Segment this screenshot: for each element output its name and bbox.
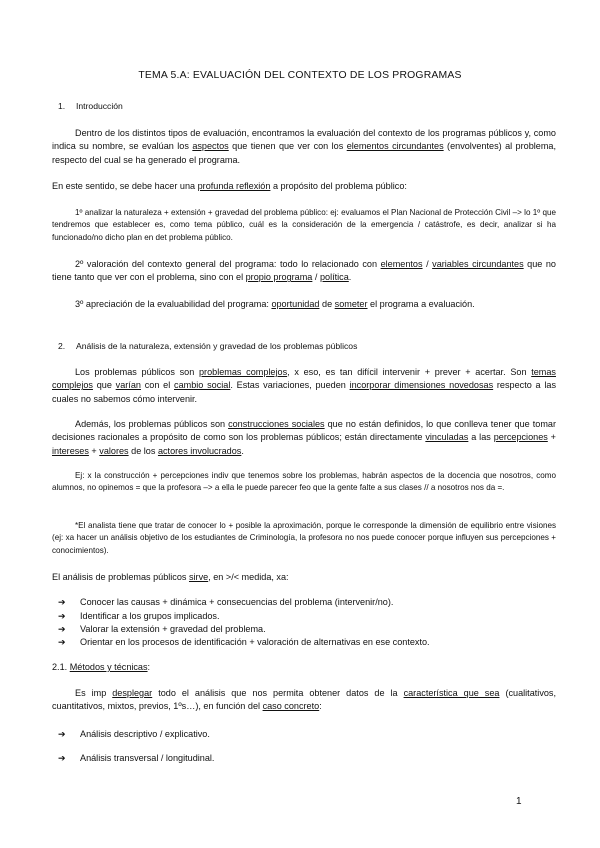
text: . Estas variaciones, pueden xyxy=(230,380,350,391)
underlined-text: profunda reflexión xyxy=(197,181,271,191)
arrow-icon: ➔ xyxy=(58,637,66,647)
text: . xyxy=(348,272,352,283)
text: / xyxy=(312,272,320,283)
arrow-icon: ➔ xyxy=(58,729,66,739)
list-item-text: Conocer las causas + dinámica + consecuencias del problema (intervenir/no). xyxy=(80,597,394,607)
text: 3º apreciación de la evaluabilidad del programa: xyxy=(75,299,272,309)
underlined-text: valores xyxy=(99,445,129,456)
underlined-text: percepciones xyxy=(493,432,548,443)
section-heading-2 xyxy=(52,341,556,351)
text: que no están definidos, lo que conlleva tener que tomar decisiones racionales a propósito de como son los problemas públicos; están directamente xyxy=(52,419,556,443)
list-item xyxy=(58,623,266,636)
text: a las xyxy=(468,432,494,443)
subsection-heading xyxy=(52,661,556,674)
text: Dentro de los distintos tipos de evaluación, encontramos la evaluación del contexto de los programas públicos y, como indica su nombre, se evalúan los xyxy=(52,128,556,152)
underlined-text: sirve xyxy=(188,572,209,582)
section-title: Introducción xyxy=(76,101,123,111)
text: (envolventes) al problema, respecto del cual se ha generado el programa. xyxy=(52,141,556,165)
underlined-text: actores involucrados xyxy=(157,445,242,456)
underlined-text: propio programa xyxy=(245,272,313,283)
text: Además, los problemas públicos son xyxy=(75,419,229,429)
text: con el xyxy=(140,380,175,391)
paragraph: Ej: x la construcción + percepciones indiv que tenemos sobre los problemas, habrán aspectos de la docencia que nosotros, como alumnos, no opinemos = que la profesora –> a ella le puede parecer feo que la gente falte a sus clases // a nosotros nos da =. xyxy=(52,471,556,493)
list-item xyxy=(58,728,210,741)
text: , en >/< medida, xa: xyxy=(208,572,289,582)
arrow-icon: ➔ xyxy=(58,753,66,763)
text: El análisis de problemas públicos xyxy=(52,572,189,582)
text: de los xyxy=(128,445,158,456)
paragraph xyxy=(52,418,556,458)
arrow-icon: ➔ xyxy=(58,597,66,607)
text: que tienen que ver con los xyxy=(228,141,347,152)
paragraph xyxy=(52,127,556,167)
underlined-text: temas complejos xyxy=(52,367,556,391)
section-title: Métodos y técnicas xyxy=(69,662,148,672)
text: . xyxy=(241,445,244,456)
underlined-text: elementos xyxy=(380,259,423,269)
paragraph xyxy=(52,180,556,193)
list-item-text: Valorar la extensión + gravedad del problema. xyxy=(80,624,266,634)
text: : xyxy=(319,701,322,712)
underlined-text: aspectos xyxy=(192,141,229,152)
section-number: 1. xyxy=(58,101,66,111)
underlined-text: construcciones sociales xyxy=(228,419,325,429)
list-item xyxy=(58,596,393,609)
paragraph xyxy=(52,687,556,714)
text: de xyxy=(319,299,335,309)
text: : xyxy=(147,662,151,672)
list-item-text: Orientar en los procesos de identificación + valoración de alternativas en ese contexto. xyxy=(80,637,430,647)
underlined-text: intereses xyxy=(52,445,89,456)
text: (cualitativos, cuantitativos, mixtos, previos, 1ºs…), en función del xyxy=(52,688,556,712)
section-title: Análisis de la naturaleza, extensión y gravedad de los problemas públicos xyxy=(76,341,358,351)
underlined-text: desplegar xyxy=(112,688,153,698)
list-item-text: Análisis transversal / longitudinal. xyxy=(80,753,215,763)
text: , x eso, es tan difícil intervenir + prever + acertar. Son xyxy=(287,367,532,377)
underlined-text: cambio social xyxy=(174,380,231,391)
underlined-text: incorporar dimensiones novedosas xyxy=(349,380,494,391)
text: 2º valoración del contexto general del programa: todo lo relacionado con xyxy=(75,259,381,269)
arrow-icon: ➔ xyxy=(58,624,66,634)
underlined-text: caso concreto xyxy=(262,701,320,712)
paragraph xyxy=(52,298,556,311)
underlined-text: varían xyxy=(115,380,141,391)
underlined-text: someter xyxy=(334,299,368,309)
underlined-text: política xyxy=(319,272,349,283)
section-number: 2. xyxy=(58,341,66,351)
underlined-text: elementos circundantes xyxy=(346,141,444,152)
paragraph: 1º analizar la naturaleza + extensión + gravedad del problema público: ej: evaluamos el Plan Nacional de Protección Civil –> lo 1º que tendremos que establecer es, como tema público, cuál es la consideración de la emergencia / catástrofe, es decir, analizar si ha funcionado/no dicho plan en det problema público. xyxy=(52,208,556,242)
section-heading-1 xyxy=(52,101,556,111)
document-title: TEMA 5.A: EVALUACIÓN DEL CONTEXTO DE LOS PROGRAMAS xyxy=(138,70,462,81)
arrow-icon: ➔ xyxy=(58,611,66,621)
text: Es imp xyxy=(75,688,113,698)
paragraph xyxy=(52,366,556,406)
text: todo el análisis que nos permita obtener datos de la xyxy=(152,688,404,698)
section-number: 2.1. xyxy=(52,662,68,672)
paragraph xyxy=(52,258,556,285)
text: / xyxy=(422,259,433,269)
underlined-text: problemas complejos xyxy=(199,367,288,377)
list-item xyxy=(58,752,214,765)
list-item xyxy=(58,610,220,623)
underlined-text: oportunidad xyxy=(271,299,320,309)
underlined-text: vinculadas xyxy=(425,432,469,443)
list-item-text: Identificar a los grupos implicados. xyxy=(80,611,220,621)
text: En este sentido, se debe hacer una xyxy=(52,181,198,191)
paragraph: *El analista tiene que tratar de conocer lo + posible la aproximación, porque le corresponde la dimensión de equilibrio entre visiones (ej: xa hacer un análisis objetivo de los estudiantes de Criminología, la profesora no nos puede conocer porque influyen sus percepciones + conocimientos). xyxy=(52,521,556,555)
text: + xyxy=(88,445,100,456)
text: el programa a evaluación. xyxy=(367,299,475,309)
text: respecto a las cuales no sabemos cómo intervenir. xyxy=(52,380,556,404)
text: que no tiene tanto que ver con el problema, sino con el xyxy=(52,259,556,283)
underlined-text: característica que sea xyxy=(403,688,500,698)
list-item-text: Análisis descriptivo / explicativo. xyxy=(80,729,210,739)
underlined-text: variables circundantes xyxy=(432,259,524,269)
list-item xyxy=(58,636,430,649)
text: Los problemas públicos son xyxy=(75,367,199,377)
page-number: 1 xyxy=(516,796,522,807)
text: a propósito del problema público: xyxy=(270,181,407,191)
text: + xyxy=(547,432,556,443)
text: que xyxy=(92,380,116,391)
paragraph xyxy=(52,571,556,584)
